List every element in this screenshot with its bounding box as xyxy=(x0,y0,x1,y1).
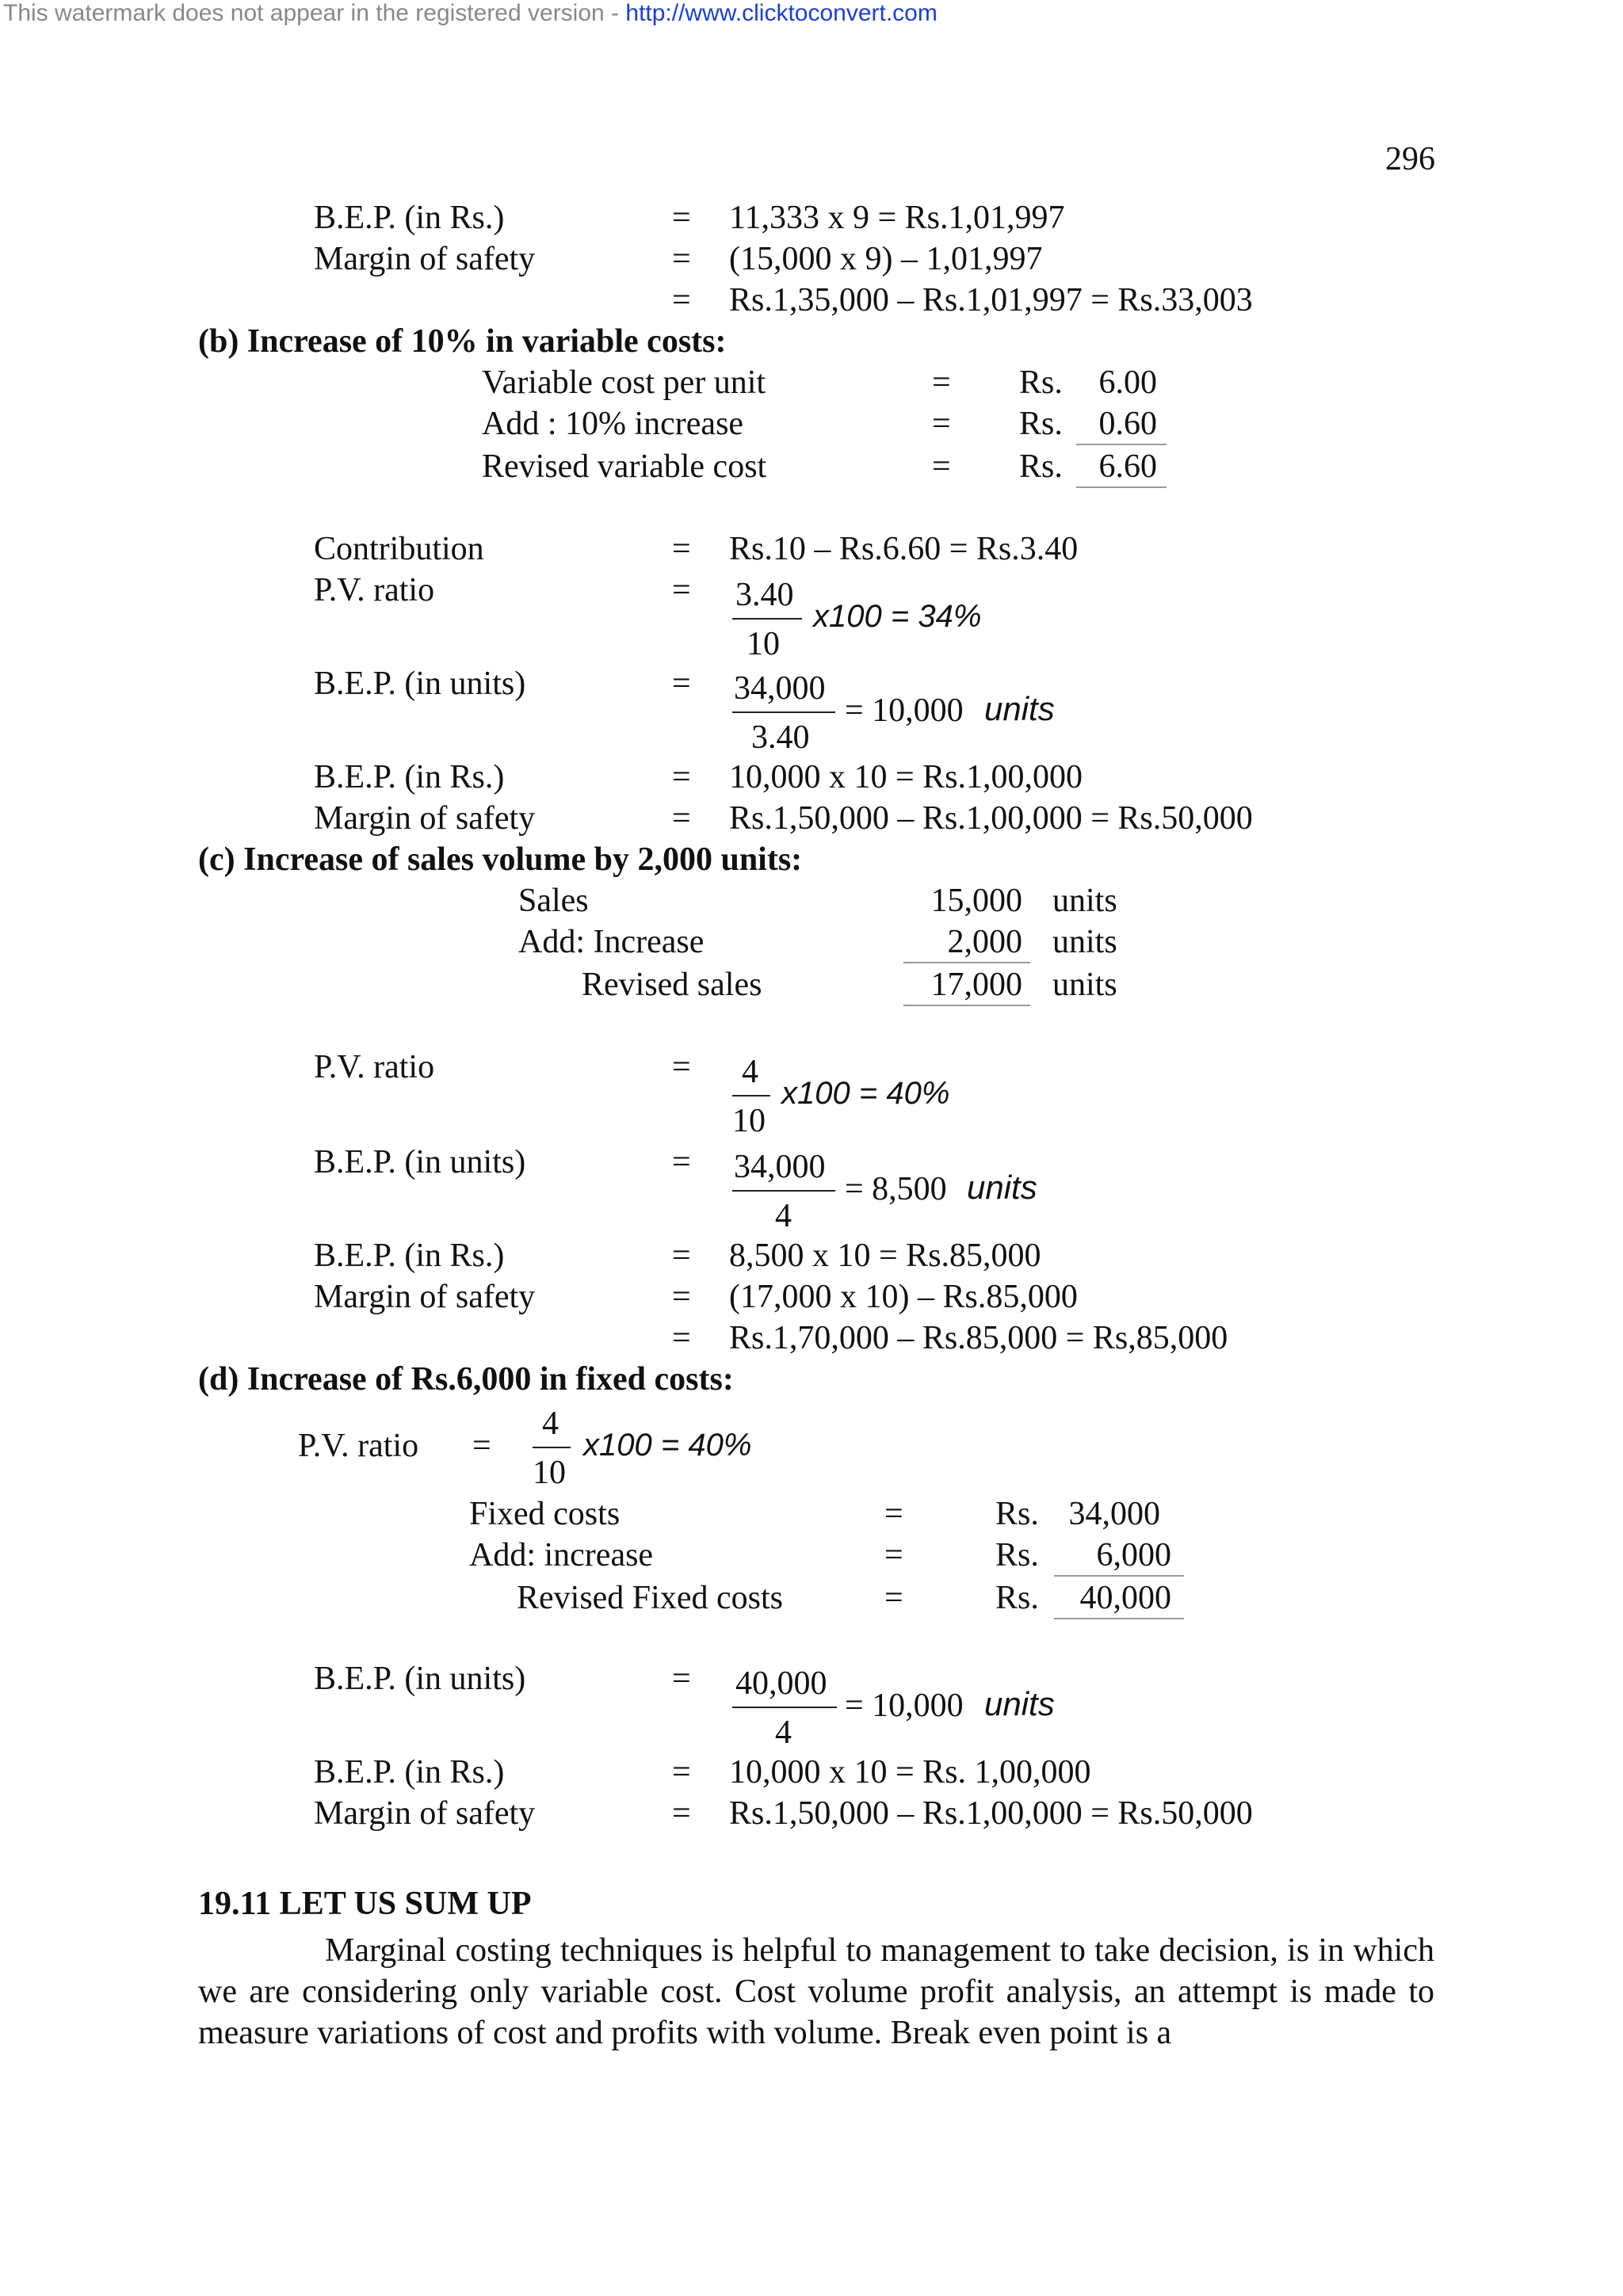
equals-sign: = xyxy=(884,1537,903,1573)
sales-label: Sales xyxy=(518,883,589,919)
rs-label: Rs. xyxy=(1019,406,1063,442)
bep-rs-value: 10,000 x 10 = Rs.1,00,000 xyxy=(729,759,1083,795)
watermark-link[interactable]: http://www.clicktoconvert.com xyxy=(625,0,938,26)
fraction-denominator: 10 xyxy=(533,1455,566,1491)
section-d-heading: (d) Increase of Rs.6,000 in fixed costs: xyxy=(198,1361,734,1398)
margin-of-safety-value: (15,000 x 9) – 1,01,997 xyxy=(729,241,1043,277)
variable-cost-label: Variable cost per unit xyxy=(482,364,766,401)
units-word: units xyxy=(1052,924,1117,960)
pv-ratio-result: x100 = 40% xyxy=(781,1076,950,1111)
equals-sign: = xyxy=(932,364,951,401)
fraction-numerator: 3.40 xyxy=(735,577,794,613)
equals-sign: = xyxy=(884,1580,903,1616)
add-increase-amount: 6,000 xyxy=(1054,1539,1184,1577)
revised-sales-amount: 17,000 xyxy=(903,968,1030,1006)
equals-sign: = xyxy=(672,1238,691,1274)
fraction-denominator: 4 xyxy=(775,1714,792,1751)
equals-sign: = xyxy=(672,800,691,837)
contribution-value: Rs.10 – Rs.6.60 = Rs.3.40 xyxy=(729,531,1079,567)
add-increase-amount: 0.60 xyxy=(1076,407,1167,445)
pv-ratio-label: P.V. ratio xyxy=(314,1049,435,1085)
equals-sign: = xyxy=(672,1049,691,1085)
equals-sign: = xyxy=(472,1428,491,1464)
bep-units-label: B.E.P. (in units) xyxy=(314,1144,526,1180)
margin-of-safety-label: Margin of safety xyxy=(314,800,536,837)
equals-sign: = xyxy=(672,241,691,277)
equals-sign: = xyxy=(672,1279,691,1315)
equals-sign: = xyxy=(932,406,951,442)
fraction-bar xyxy=(732,711,835,713)
rs-label: Rs. xyxy=(995,1496,1039,1532)
margin-of-safety-value: Rs.1,50,000 – Rs.1,00,000 = Rs.50,000 xyxy=(729,1795,1253,1832)
revised-sales-label: Revised sales xyxy=(582,967,762,1003)
sales-amount: 15,000 xyxy=(930,883,1022,919)
bep-rs-label: B.E.P. (in Rs.) xyxy=(314,1754,505,1791)
fraction-denominator: 10 xyxy=(732,1103,766,1139)
fraction-denominator: 3.40 xyxy=(751,719,810,756)
bep-units-label: B.E.P. (in units) xyxy=(314,666,526,702)
bep-units-label: B.E.P. (in units) xyxy=(314,1661,526,1697)
section-c-heading: (c) Increase of sales volume by 2,000 units: xyxy=(198,841,803,878)
margin-of-safety-value: Rs.1,35,000 – Rs.1,01,997 = Rs.33,003 xyxy=(729,282,1253,318)
equals-sign: = xyxy=(672,572,691,608)
margin-of-safety-value: Rs.1,50,000 – Rs.1,00,000 = Rs.50,000 xyxy=(729,800,1253,837)
rs-label: Rs. xyxy=(995,1537,1039,1573)
fraction-bar xyxy=(732,1095,770,1097)
equals-sign: = xyxy=(672,1144,691,1180)
margin-of-safety-label: Margin of safety xyxy=(314,1279,536,1315)
equals-sign: = xyxy=(672,666,691,702)
pv-ratio-label: P.V. ratio xyxy=(298,1428,419,1464)
bep-units-result: = 10,000 xyxy=(845,1688,964,1724)
equals-sign: = xyxy=(672,1320,691,1356)
equals-sign: = xyxy=(672,1661,691,1697)
rs-label: Rs. xyxy=(1019,448,1063,485)
pv-ratio-result: x100 = 34% xyxy=(813,599,982,634)
fixed-costs-label: Fixed costs xyxy=(469,1496,621,1532)
fraction-numerator: 4 xyxy=(542,1405,559,1442)
units-word: units xyxy=(1052,967,1117,1003)
variable-cost-amount: 6.00 xyxy=(1098,364,1157,401)
equals-sign: = xyxy=(672,282,691,318)
equals-sign: = xyxy=(672,531,691,567)
fraction-denominator: 4 xyxy=(775,1198,792,1234)
fraction-bar xyxy=(732,1707,837,1708)
bep-rs-value: 11,333 x 9 = Rs.1,01,997 xyxy=(729,200,1065,236)
fixed-costs-amount: 34,000 xyxy=(1068,1496,1160,1532)
margin-of-safety-value: Rs.1,70,000 – Rs.85,000 = Rs,85,000 xyxy=(729,1320,1228,1356)
units-word: units xyxy=(984,1685,1055,1722)
add-increase-label: Add: increase xyxy=(469,1537,654,1573)
units-word: units xyxy=(967,1169,1037,1206)
pv-ratio-label: P.V. ratio xyxy=(314,572,435,608)
rs-label: Rs. xyxy=(1019,364,1063,401)
bep-rs-label: B.E.P. (in Rs.) xyxy=(314,200,505,236)
equals-sign: = xyxy=(672,1795,691,1832)
margin-of-safety-value: (17,000 x 10) – Rs.85,000 xyxy=(729,1279,1078,1315)
margin-of-safety-label: Margin of safety xyxy=(314,241,536,277)
summary-heading: 19.11 LET US SUM UP xyxy=(198,1886,532,1922)
section-b-heading: (b) Increase of 10% in variable costs: xyxy=(198,323,727,360)
bep-units-result: = 10,000 xyxy=(845,692,964,729)
pv-ratio-result: x100 = 40% xyxy=(583,1428,752,1463)
fraction-numerator: 34,000 xyxy=(734,670,826,707)
fraction-numerator: 4 xyxy=(742,1054,758,1090)
watermark xyxy=(3,2,938,25)
fraction-bar xyxy=(732,1190,835,1192)
bep-units-result: = 8,500 xyxy=(845,1171,947,1207)
watermark-text: This watermark does not appear in the registered version - xyxy=(3,0,626,26)
bep-rs-value: 10,000 x 10 = Rs. 1,00,000 xyxy=(729,1754,1091,1791)
bep-rs-value: 8,500 x 10 = Rs.85,000 xyxy=(729,1238,1041,1274)
page-number: 296 xyxy=(1385,141,1435,177)
summary-paragraph: Marginal costing techniques is helpful to management to take decision, is in which we are considering only variable cost. Cost volume profit analysis, an attempt is made to measure variations of cost and profits with volume. Break even point is a xyxy=(198,1932,1434,2051)
fraction-bar xyxy=(732,618,802,620)
revised-variable-cost-label: Revised variable cost xyxy=(482,448,767,485)
units-word: units xyxy=(984,690,1055,727)
bep-rs-label: B.E.P. (in Rs.) xyxy=(314,1238,505,1274)
revised-fixed-costs-amount: 40,000 xyxy=(1054,1581,1184,1619)
bep-rs-label: B.E.P. (in Rs.) xyxy=(314,759,505,795)
units-word: units xyxy=(1052,883,1117,919)
add-increase-label: Add: Increase xyxy=(518,924,705,960)
revised-variable-cost-amount: 6.60 xyxy=(1076,450,1167,488)
equals-sign: = xyxy=(884,1496,903,1532)
fraction-bar xyxy=(533,1447,571,1448)
equals-sign: = xyxy=(672,1754,691,1791)
fraction-numerator: 34,000 xyxy=(734,1149,826,1185)
equals-sign: = xyxy=(932,448,951,485)
contribution-label: Contribution xyxy=(314,531,484,567)
rs-label: Rs. xyxy=(995,1580,1039,1616)
margin-of-safety-label: Margin of safety xyxy=(314,1795,536,1832)
revised-fixed-costs-label: Revised Fixed costs xyxy=(517,1580,783,1616)
fraction-denominator: 10 xyxy=(747,626,780,662)
add-increase-amount: 2,000 xyxy=(903,925,1030,963)
add-increase-label: Add : 10% increase xyxy=(482,406,744,442)
equals-sign: = xyxy=(672,200,691,236)
fraction-numerator: 40,000 xyxy=(735,1665,827,1702)
equals-sign: = xyxy=(672,759,691,795)
